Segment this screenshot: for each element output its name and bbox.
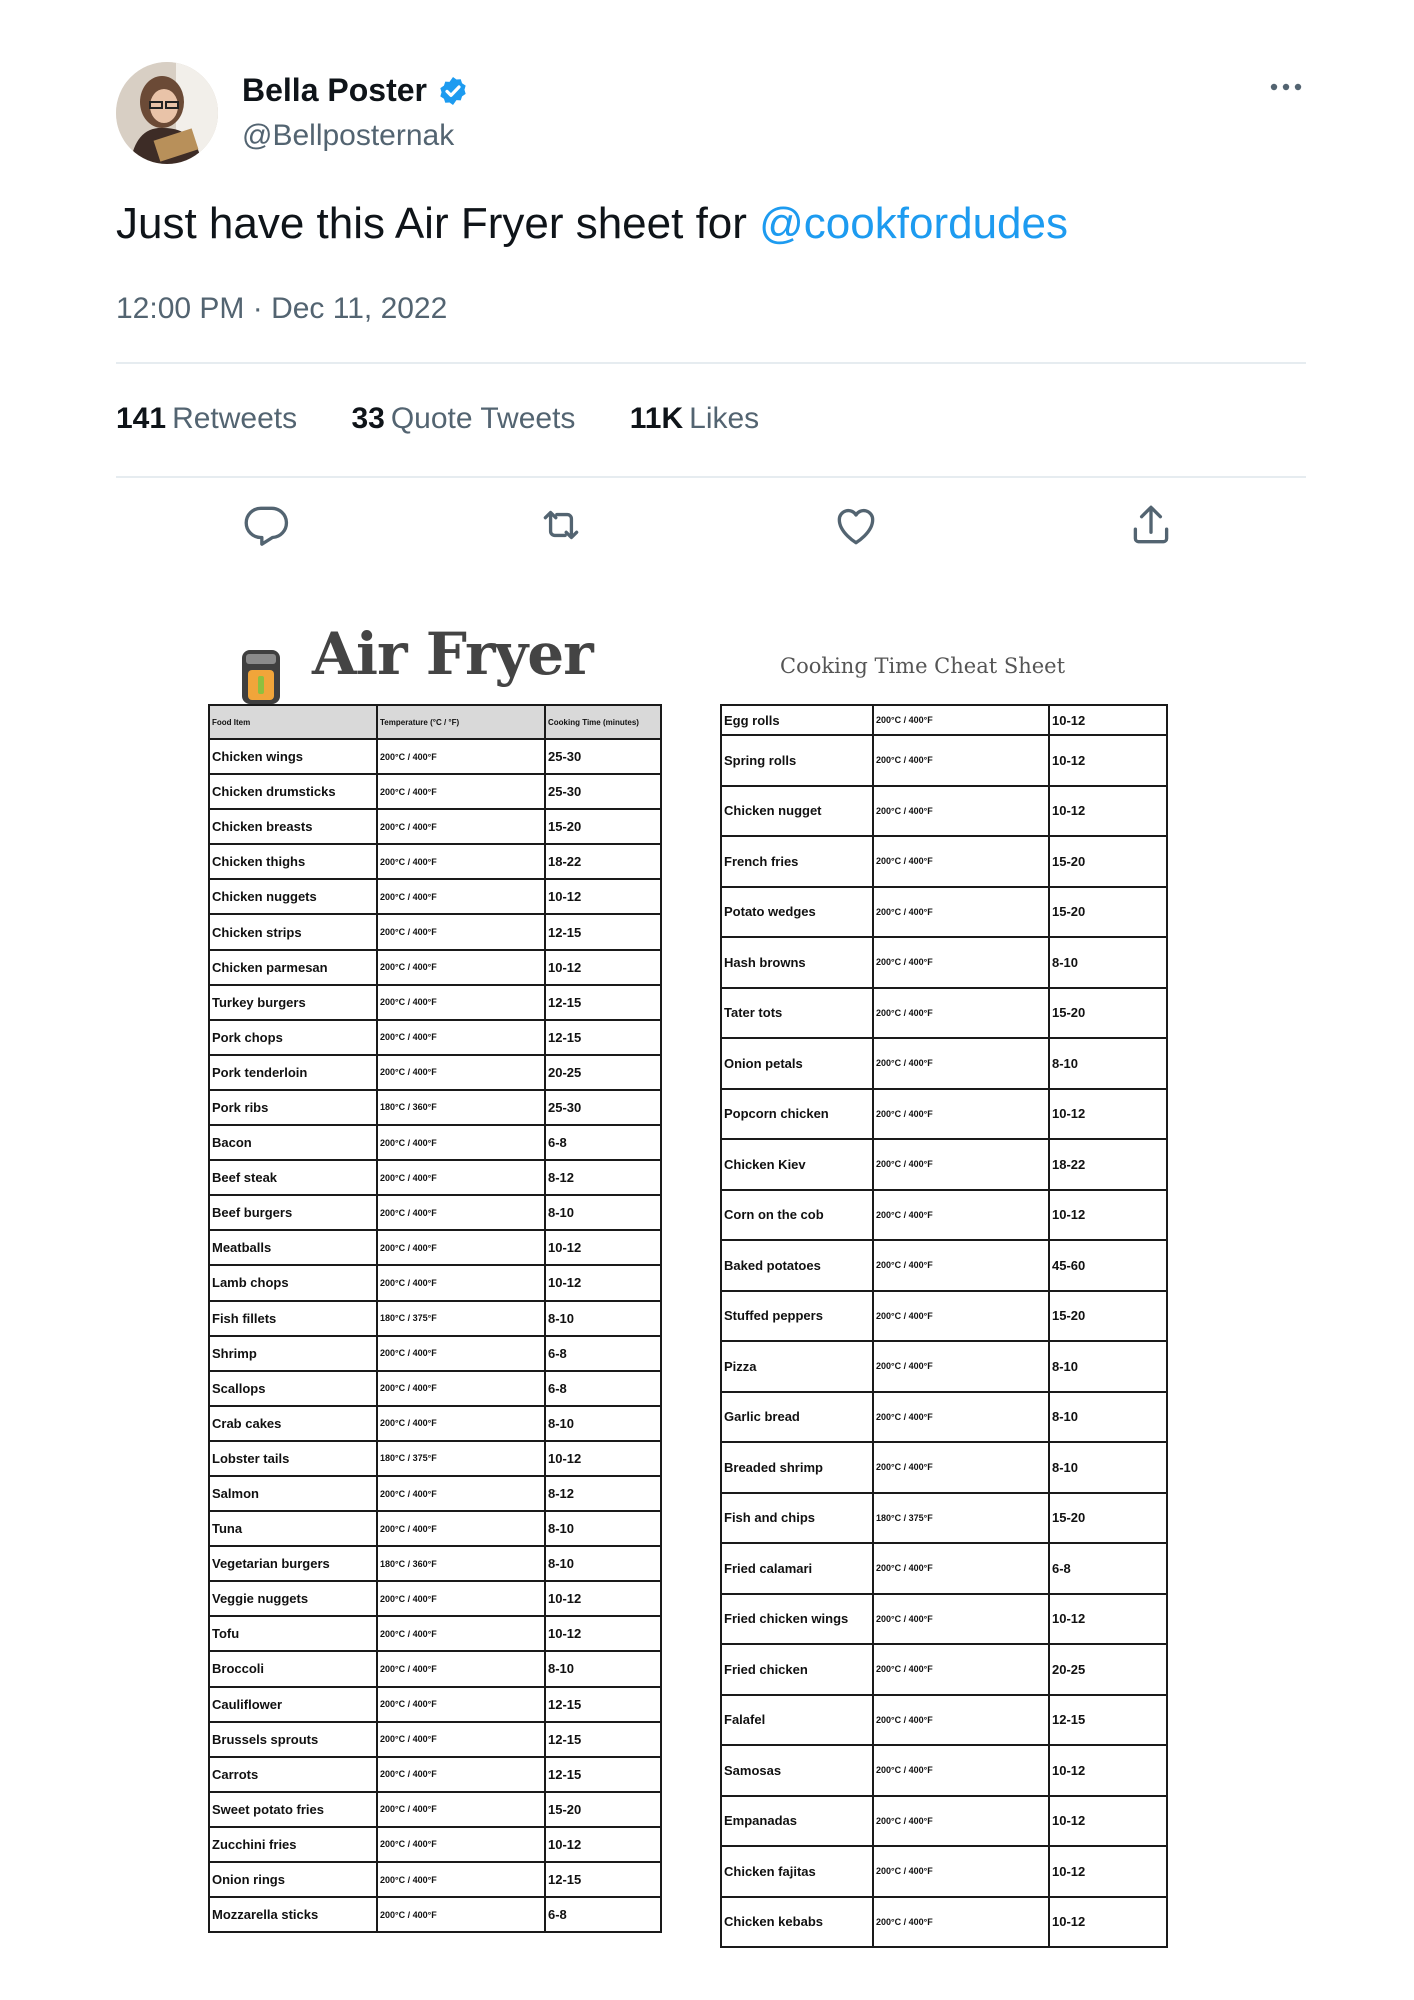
temperature-cell: 200°C / 400°F — [873, 1139, 1049, 1190]
temperature-cell: 200°C / 400°F — [377, 1511, 545, 1546]
food-item-cell: Fried chicken wings — [721, 1594, 873, 1645]
table-row — [721, 1846, 1167, 1897]
cooking-time-cell: 8-10 — [545, 1651, 661, 1686]
cooking-time-cell: 8-10 — [1049, 1341, 1167, 1392]
food-item-cell: Chicken wings — [209, 739, 377, 774]
table-row — [209, 1265, 661, 1300]
table-row — [209, 1160, 661, 1195]
table-row — [209, 1090, 661, 1125]
table-row — [209, 1406, 661, 1441]
food-item-cell: Carrots — [209, 1757, 377, 1792]
table-row — [721, 1139, 1167, 1190]
temperature-cell: 200°C / 400°F — [873, 1644, 1049, 1695]
table-row — [209, 1897, 661, 1932]
temperature-cell: 200°C / 400°F — [377, 1195, 545, 1230]
cooking-time-cell: 10-12 — [545, 1581, 661, 1616]
food-item-cell: Cauliflower — [209, 1687, 377, 1722]
retweets-label: Retweets — [172, 402, 298, 435]
cooking-time-cell: 8-12 — [545, 1160, 661, 1195]
food-item-cell: Corn on the cob — [721, 1190, 873, 1241]
cooking-time-cell: 15-20 — [1049, 1291, 1167, 1342]
table-row — [721, 1038, 1167, 1089]
temperature-cell: 200°C / 400°F — [873, 1341, 1049, 1392]
cooking-time-cell: 12-15 — [545, 1757, 661, 1792]
temperature-cell: 200°C / 400°F — [873, 937, 1049, 988]
cooking-time-cell: 8-10 — [1049, 937, 1167, 988]
food-item-cell: Tater tots — [721, 988, 873, 1039]
food-item-cell: Zucchini fries — [209, 1827, 377, 1862]
column-header: Temperature (°C / °F) — [377, 705, 545, 739]
cooking-time-cell: 10-12 — [1049, 1846, 1167, 1897]
food-item-cell: Stuffed peppers — [721, 1291, 873, 1342]
temperature-cell: 200°C / 400°F — [377, 1722, 545, 1757]
table-row — [209, 1651, 661, 1686]
food-item-cell: Tofu — [209, 1616, 377, 1651]
table-row — [209, 774, 661, 809]
temperature-cell: 200°C / 400°F — [873, 1846, 1049, 1897]
cooking-time-cell: 10-12 — [1049, 735, 1167, 786]
temperature-cell: 200°C / 400°F — [377, 1336, 545, 1371]
food-item-cell: Pork tenderloin — [209, 1055, 377, 1090]
food-item-cell: Garlic bread — [721, 1392, 873, 1443]
food-item-cell: Chicken strips — [209, 914, 377, 949]
temperature-cell: 200°C / 400°F — [377, 1651, 545, 1686]
divider — [116, 362, 1306, 364]
cooking-time-cell: 12-15 — [545, 1862, 661, 1897]
food-item-cell: Breaded shrimp — [721, 1442, 873, 1493]
temperature-cell: 200°C / 400°F — [377, 1757, 545, 1792]
quote-tweets-label: Quote Tweets — [390, 402, 576, 435]
table-row — [721, 1190, 1167, 1241]
more-options-icon[interactable] — [1266, 72, 1306, 102]
table-row — [721, 1745, 1167, 1796]
cooking-time-cell: 8-10 — [1049, 1442, 1167, 1493]
temperature-cell: 180°C / 375°F — [377, 1301, 545, 1336]
table-row — [209, 1511, 661, 1546]
table-header-row — [209, 705, 661, 739]
author-name[interactable]: Bella Poster — [242, 72, 427, 108]
temperature-cell: 200°C / 400°F — [873, 1745, 1049, 1796]
temperature-cell: 200°C / 400°F — [377, 1827, 545, 1862]
table-row — [209, 1722, 661, 1757]
table-row — [209, 1301, 661, 1336]
temperature-cell: 200°C / 400°F — [377, 1687, 545, 1722]
food-item-cell: Chicken fajitas — [721, 1846, 873, 1897]
cooking-time-cell: 25-30 — [545, 739, 661, 774]
like-icon[interactable] — [831, 500, 881, 550]
temperature-cell: 200°C / 400°F — [377, 1125, 545, 1160]
table-row — [721, 705, 1167, 735]
temperature-cell: 200°C / 400°F — [873, 836, 1049, 887]
retweet-icon[interactable] — [536, 500, 586, 550]
temperature-cell: 200°C / 400°F — [873, 705, 1049, 735]
temperature-cell: 200°C / 400°F — [377, 739, 545, 774]
food-item-cell: Empanadas — [721, 1796, 873, 1847]
food-item-cell: Onion petals — [721, 1038, 873, 1089]
avatar[interactable] — [116, 62, 218, 164]
cooking-time-cell: 6-8 — [545, 1371, 661, 1406]
cooking-time-cell: 25-30 — [545, 774, 661, 809]
food-item-cell: Pork chops — [209, 1020, 377, 1055]
temperature-cell: 200°C / 400°F — [377, 1265, 545, 1300]
food-item-cell: Lobster tails — [209, 1441, 377, 1476]
cooking-time-cell: 8-10 — [545, 1301, 661, 1336]
food-item-cell: Crab cakes — [209, 1406, 377, 1441]
temperature-cell: 200°C / 400°F — [377, 1406, 545, 1441]
cooking-time-cell: 12-15 — [545, 1722, 661, 1757]
tweet-timestamp[interactable]: 12:00 PM · Dec 11, 2022 — [116, 292, 448, 325]
cooking-time-cell: 15-20 — [1049, 1493, 1167, 1544]
cooking-time-cell: 8-10 — [545, 1511, 661, 1546]
food-item-cell: Beef burgers — [209, 1195, 377, 1230]
food-item-cell: Chicken parmesan — [209, 950, 377, 985]
cooking-time-cell: 10-12 — [1049, 786, 1167, 837]
food-item-cell: Brussels sprouts — [209, 1722, 377, 1757]
cooking-time-cell: 12-15 — [1049, 1695, 1167, 1746]
tweet-actions — [116, 500, 1306, 560]
cooking-time-cell: 6-8 — [545, 1897, 661, 1932]
table-row — [721, 836, 1167, 887]
temperature-cell: 200°C / 400°F — [873, 887, 1049, 938]
temperature-cell: 200°C / 400°F — [377, 879, 545, 914]
table-row — [209, 809, 661, 844]
temperature-cell: 200°C / 400°F — [377, 1476, 545, 1511]
table-row — [721, 988, 1167, 1039]
author-handle[interactable]: @Bellposternak — [242, 119, 455, 152]
cooking-time-cell: 8-12 — [545, 1476, 661, 1511]
temperature-cell: 200°C / 400°F — [377, 1792, 545, 1827]
table-row — [209, 985, 661, 1020]
divider — [116, 476, 1306, 478]
tweet-body: Just have this Air Fryer sheet for — [116, 199, 760, 248]
cooking-time-cell: 15-20 — [1049, 988, 1167, 1039]
cooking-time-cell: 8-10 — [545, 1546, 661, 1581]
food-item-cell: Samosas — [721, 1745, 873, 1796]
cooking-time-cell: 10-12 — [1049, 1745, 1167, 1796]
likes-label: Likes — [689, 402, 760, 435]
temperature-cell: 200°C / 400°F — [873, 1089, 1049, 1140]
table-row — [721, 1695, 1167, 1746]
sheet-subtitle: Cooking Time Cheat Sheet — [780, 654, 1066, 678]
temperature-cell: 200°C / 400°F — [377, 1055, 545, 1090]
table-row — [209, 1055, 661, 1090]
food-item-cell: Salmon — [209, 1476, 377, 1511]
table-row — [209, 1862, 661, 1897]
quote-tweets-stat[interactable] — [351, 402, 575, 436]
table-row — [721, 1240, 1167, 1291]
temperature-cell: 200°C / 400°F — [873, 1392, 1049, 1443]
temperature-cell: 200°C / 400°F — [377, 1616, 545, 1651]
food-item-cell: Falafel — [721, 1695, 873, 1746]
temperature-cell: 200°C / 400°F — [377, 774, 545, 809]
cooking-time-cell: 10-12 — [1049, 1594, 1167, 1645]
temperature-cell: 200°C / 400°F — [377, 950, 545, 985]
cooking-time-cell: 10-12 — [545, 1827, 661, 1862]
food-item-cell: Chicken Kiev — [721, 1139, 873, 1190]
table-row — [209, 1336, 661, 1371]
left-cooking-table — [208, 704, 662, 1933]
food-item-cell: Fish fillets — [209, 1301, 377, 1336]
temperature-cell: 200°C / 400°F — [873, 988, 1049, 1039]
food-item-cell: Spring rolls — [721, 735, 873, 786]
retweets-stat[interactable] — [116, 402, 297, 436]
table-row — [209, 950, 661, 985]
tweet-header — [116, 58, 1306, 168]
food-item-cell: Fried chicken — [721, 1644, 873, 1695]
likes-stat[interactable] — [630, 402, 759, 436]
temperature-cell: 200°C / 400°F — [377, 1371, 545, 1406]
cooking-time-cell: 8-10 — [1049, 1392, 1167, 1443]
table-row — [721, 1341, 1167, 1392]
cooking-time-cell: 8-10 — [1049, 1038, 1167, 1089]
author-info — [242, 72, 469, 153]
table-row — [209, 1230, 661, 1265]
cooking-time-cell: 12-15 — [545, 1687, 661, 1722]
temperature-cell: 200°C / 400°F — [873, 1240, 1049, 1291]
table-row — [721, 937, 1167, 988]
attached-image-cheat-sheet[interactable] — [200, 620, 1180, 1960]
table-row — [721, 1089, 1167, 1140]
table-row — [209, 739, 661, 774]
temperature-cell: 200°C / 400°F — [377, 844, 545, 879]
table-row — [209, 1371, 661, 1406]
food-item-cell: Fish and chips — [721, 1493, 873, 1544]
food-item-cell: French fries — [721, 836, 873, 887]
temperature-cell: 180°C / 360°F — [377, 1546, 545, 1581]
food-item-cell: Scallops — [209, 1371, 377, 1406]
table-row — [209, 1827, 661, 1862]
cooking-time-cell: 18-22 — [1049, 1139, 1167, 1190]
temperature-cell: 200°C / 400°F — [873, 1594, 1049, 1645]
temperature-cell: 200°C / 400°F — [873, 1038, 1049, 1089]
mention-link[interactable]: @cookfordudes — [759, 199, 1068, 248]
reply-icon[interactable] — [241, 500, 291, 550]
food-item-cell: Hash browns — [721, 937, 873, 988]
table-row — [721, 1392, 1167, 1443]
temperature-cell: 200°C / 400°F — [377, 1897, 545, 1932]
temperature-cell: 200°C / 400°F — [873, 735, 1049, 786]
cooking-time-cell: 15-20 — [545, 809, 661, 844]
temperature-cell: 200°C / 400°F — [873, 1543, 1049, 1594]
food-item-cell: Veggie nuggets — [209, 1581, 377, 1616]
food-item-cell: Chicken kebabs — [721, 1897, 873, 1948]
temperature-cell: 200°C / 400°F — [377, 914, 545, 949]
cooking-time-cell: 10-12 — [545, 1265, 661, 1300]
column-header: Food Item — [209, 705, 377, 739]
food-item-cell: Fried calamari — [721, 1543, 873, 1594]
cooking-time-cell: 6-8 — [1049, 1543, 1167, 1594]
retweets-count: 141 — [116, 402, 167, 435]
cooking-time-cell: 18-22 — [545, 844, 661, 879]
temperature-cell: 200°C / 400°F — [377, 985, 545, 1020]
cooking-time-cell: 10-12 — [545, 879, 661, 914]
food-item-cell: Chicken nugget — [721, 786, 873, 837]
table-row — [721, 1543, 1167, 1594]
food-item-cell: Vegetarian burgers — [209, 1546, 377, 1581]
table-row — [209, 1757, 661, 1792]
cooking-time-cell: 8-10 — [545, 1195, 661, 1230]
table-row — [209, 914, 661, 949]
cooking-time-cell: 10-12 — [545, 1616, 661, 1651]
cooking-time-cell: 25-30 — [545, 1090, 661, 1125]
table-row — [721, 1644, 1167, 1695]
temperature-cell: 200°C / 400°F — [377, 1581, 545, 1616]
cooking-time-cell: 12-15 — [545, 1020, 661, 1055]
food-item-cell: Beef steak — [209, 1160, 377, 1195]
cooking-time-cell: 8-10 — [545, 1406, 661, 1441]
food-item-cell: Lamb chops — [209, 1265, 377, 1300]
cooking-time-cell: 45-60 — [1049, 1240, 1167, 1291]
temperature-cell: 200°C / 400°F — [873, 1291, 1049, 1342]
temperature-cell: 200°C / 400°F — [377, 1020, 545, 1055]
tweet-stats — [116, 402, 805, 436]
food-item-cell: Shrimp — [209, 1336, 377, 1371]
table-row — [209, 1687, 661, 1722]
food-item-cell: Pizza — [721, 1341, 873, 1392]
temperature-cell: 200°C / 400°F — [377, 1862, 545, 1897]
avatar-photo — [116, 62, 218, 164]
food-item-cell: Mozzarella sticks — [209, 1897, 377, 1932]
temperature-cell: 180°C / 375°F — [873, 1493, 1049, 1544]
table-row — [721, 887, 1167, 938]
cooking-time-cell: 20-25 — [545, 1055, 661, 1090]
cooking-time-cell: 12-15 — [545, 914, 661, 949]
cooking-time-cell: 12-15 — [545, 985, 661, 1020]
table-row — [721, 1442, 1167, 1493]
temperature-cell: 200°C / 400°F — [873, 1190, 1049, 1241]
table-row — [721, 1291, 1167, 1342]
cooking-time-cell: 15-20 — [545, 1792, 661, 1827]
table-row — [209, 1616, 661, 1651]
food-item-cell: Onion rings — [209, 1862, 377, 1897]
table-row — [209, 1792, 661, 1827]
table-row — [209, 844, 661, 879]
cooking-time-cell: 10-12 — [545, 950, 661, 985]
verified-badge-icon — [437, 75, 469, 107]
cooking-time-cell: 10-12 — [1049, 1796, 1167, 1847]
food-item-cell: Pork ribs — [209, 1090, 377, 1125]
food-item-cell: Potato wedges — [721, 887, 873, 938]
table-row — [721, 1594, 1167, 1645]
food-item-cell: Sweet potato fries — [209, 1792, 377, 1827]
temperature-cell: 200°C / 400°F — [377, 1160, 545, 1195]
food-item-cell: Meatballs — [209, 1230, 377, 1265]
food-item-cell: Turkey burgers — [209, 985, 377, 1020]
food-item-cell: Chicken drumsticks — [209, 774, 377, 809]
cooking-time-cell: 10-12 — [1049, 705, 1167, 735]
temperature-cell: 180°C / 375°F — [377, 1441, 545, 1476]
table-row — [721, 1897, 1167, 1948]
temperature-cell: 200°C / 400°F — [873, 1442, 1049, 1493]
table-row — [721, 1796, 1167, 1847]
food-item-cell: Chicken breasts — [209, 809, 377, 844]
table-row — [209, 1195, 661, 1230]
likes-count: 11K — [629, 402, 684, 435]
air-fryer-icon — [240, 646, 282, 706]
table-row — [721, 1493, 1167, 1544]
table-row — [209, 879, 661, 914]
cooking-time-cell: 10-12 — [1049, 1089, 1167, 1140]
food-item-cell: Chicken thighs — [209, 844, 377, 879]
cooking-time-cell: 15-20 — [1049, 836, 1167, 887]
temperature-cell: 200°C / 400°F — [377, 809, 545, 844]
table-row — [209, 1581, 661, 1616]
cooking-time-cell: 15-20 — [1049, 887, 1167, 938]
temperature-cell: 200°C / 400°F — [377, 1230, 545, 1265]
temperature-cell: 200°C / 400°F — [873, 1897, 1049, 1948]
column-header: Cooking Time (minutes) — [545, 705, 661, 739]
food-item-cell: Egg rolls — [721, 705, 873, 735]
temperature-cell: 200°C / 400°F — [873, 1796, 1049, 1847]
sheet-title: Air Fryer — [312, 620, 593, 688]
cooking-time-cell: 10-12 — [1049, 1190, 1167, 1241]
table-row — [721, 786, 1167, 837]
right-cooking-table — [720, 704, 1168, 1948]
quote-tweets-count: 33 — [351, 402, 385, 435]
food-item-cell: Baked potatoes — [721, 1240, 873, 1291]
food-item-cell: Broccoli — [209, 1651, 377, 1686]
tweet-text — [116, 196, 1068, 252]
table-row — [721, 735, 1167, 786]
cooking-time-cell: 10-12 — [545, 1441, 661, 1476]
cooking-time-cell: 6-8 — [545, 1336, 661, 1371]
table-row — [209, 1546, 661, 1581]
food-item-cell: Chicken nuggets — [209, 879, 377, 914]
temperature-cell: 200°C / 400°F — [873, 1695, 1049, 1746]
food-item-cell: Bacon — [209, 1125, 377, 1160]
temperature-cell: 200°C / 400°F — [873, 786, 1049, 837]
table-row — [209, 1125, 661, 1160]
cooking-time-cell: 6-8 — [545, 1125, 661, 1160]
cooking-time-cell: 20-25 — [1049, 1644, 1167, 1695]
table-row — [209, 1020, 661, 1055]
table-row — [209, 1476, 661, 1511]
share-icon[interactable] — [1126, 500, 1176, 550]
table-row — [209, 1441, 661, 1476]
food-item-cell: Tuna — [209, 1511, 377, 1546]
cooking-time-cell: 10-12 — [1049, 1897, 1167, 1948]
food-item-cell: Popcorn chicken — [721, 1089, 873, 1140]
temperature-cell: 180°C / 360°F — [377, 1090, 545, 1125]
cooking-time-cell: 10-12 — [545, 1230, 661, 1265]
